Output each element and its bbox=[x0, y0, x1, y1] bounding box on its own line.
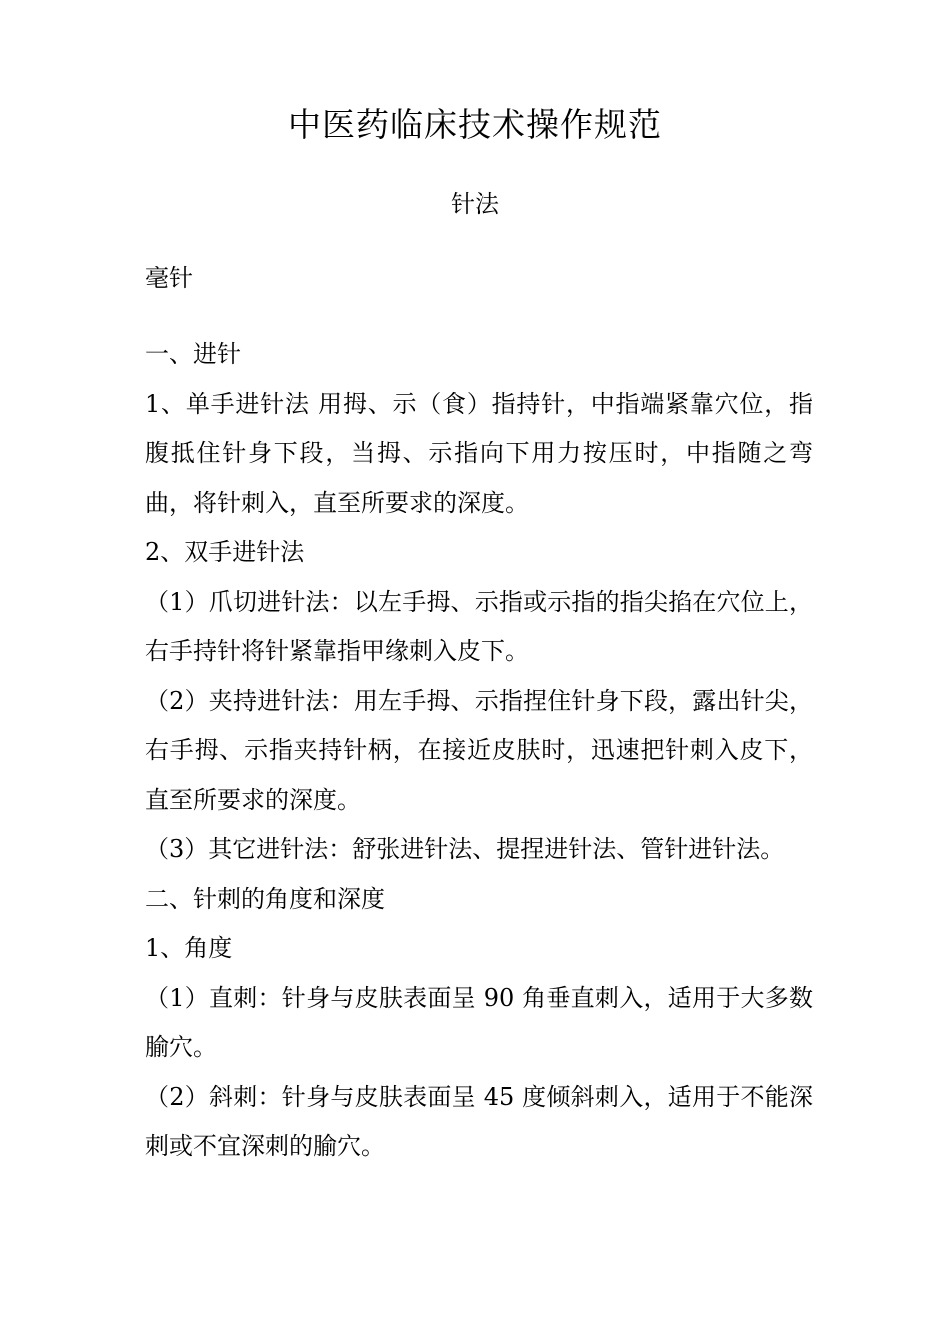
paragraph-perpendicular: （1）直刺：针身与皮肤表面呈 90 角垂直刺入，适用于大多数腧穴。 bbox=[145, 983, 813, 1061]
section-heading: 毫针 bbox=[145, 264, 193, 292]
document-body bbox=[145, 330, 813, 1172]
heading-angle-depth: 二、针刺的角度和深度 bbox=[145, 884, 385, 913]
heading-double-hand: 2、双手进针法 bbox=[145, 538, 305, 566]
paragraph-single-hand: 1、单手进针法 用拇、示（食）指持针，中指端紧靠穴位，指腹抵住针身下段，当拇、示指向下用力按压时，中指随之弯曲，将针刺入，直至所要求的深度。 bbox=[145, 389, 813, 517]
heading-insertion: 一、进针 bbox=[145, 340, 241, 368]
document-title: 中医药临床技术操作规范 bbox=[288, 105, 662, 144]
paragraph-oblique: （2）斜刺：针身与皮肤表面呈 45 度倾斜刺入，适用于不能深刺或不宜深刺的腧穴。 bbox=[145, 1082, 813, 1160]
heading-angle: 1、角度 bbox=[145, 934, 233, 962]
document-subtitle: 针法 bbox=[451, 190, 499, 218]
paragraph-hold-needle: （2）夹持进针法：用左手拇、示指捏住针身下段，露出针尖，右手拇、示指夹持针柄，在接近皮肤时，迅速把针刺入皮下，直至所要求的深度。 bbox=[145, 686, 813, 814]
paragraph-other-methods: （3）其它进针法：舒张进针法、提捏进针法、管针进针法。 bbox=[145, 835, 785, 863]
paragraph-nail-press: （1）爪切进针法：以左手拇、示指或示指的指尖掐在穴位上，右手持针将针紧靠指甲缘刺入皮下。 bbox=[145, 587, 813, 665]
